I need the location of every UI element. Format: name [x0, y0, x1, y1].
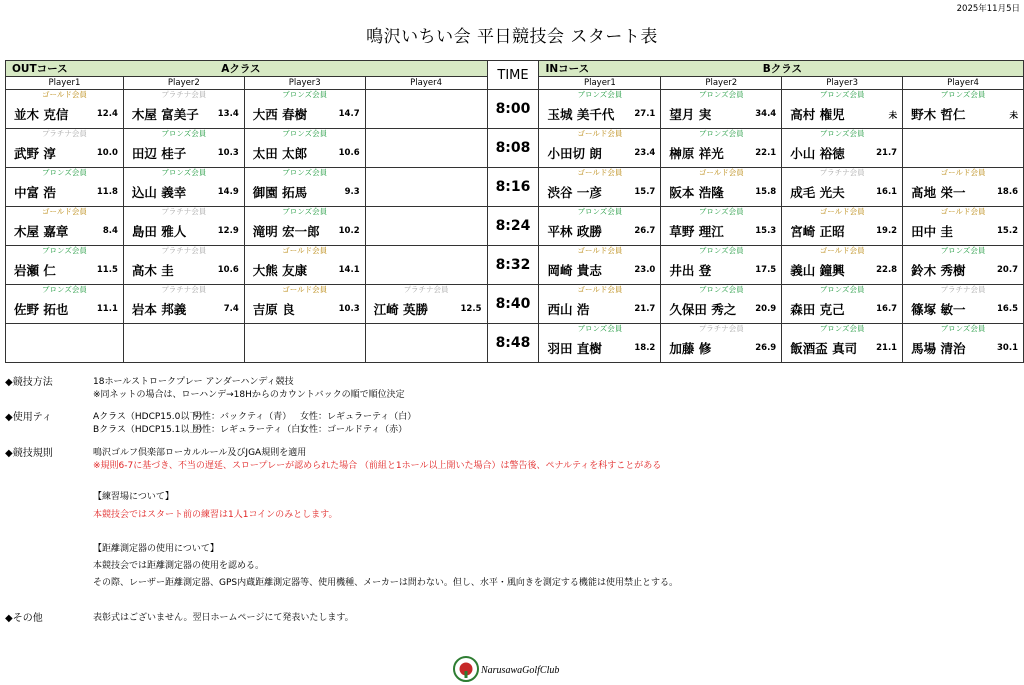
player-name: 渋谷 一彦 — [547, 185, 602, 200]
player-cell — [539, 246, 661, 285]
player-cell — [661, 207, 782, 246]
player-cell — [539, 324, 661, 363]
player-cell — [6, 90, 124, 129]
rangefinder-line2: その際、レーザー距離測定器、GPS内蔵距離測定器等、使用機種、メーカーは問わない。但し、水平・風向きを測定する機能は使用禁止とする。 — [93, 578, 678, 588]
handicap: 27.1 — [634, 109, 656, 119]
handicap: 未 — [1009, 111, 1018, 121]
player-cell — [782, 246, 903, 285]
handicap: 11.1 — [96, 304, 118, 314]
player-name: 大西 春樹 — [252, 107, 308, 122]
player-cell — [123, 324, 244, 363]
player-cell — [6, 324, 124, 363]
player-cell — [123, 168, 244, 207]
player-name: 高村 権児 — [790, 107, 845, 122]
membership-label: ブロンズ会員 — [161, 168, 207, 177]
logo-text: NarusawaGolfClub — [481, 665, 560, 676]
tee-time-row — [6, 324, 1024, 363]
membership-label: ブロンズ会員 — [282, 90, 328, 99]
membership-label — [366, 90, 487, 100]
player-name: 成毛 光夫 — [790, 185, 845, 200]
method-label: ◆競技方法 — [5, 377, 53, 388]
handicap: 11.8 — [96, 187, 118, 197]
player-cell — [782, 168, 903, 207]
handicap: 10.3 — [338, 304, 360, 314]
player-cell — [661, 324, 782, 363]
player-header: Player1 — [6, 77, 124, 90]
membership-label: ゴールド会員 — [577, 168, 623, 177]
handicap: 16.7 — [876, 304, 898, 314]
handicap: 17.5 — [755, 265, 777, 275]
player-cell — [903, 129, 1024, 168]
logo-tee-icon — [465, 671, 468, 678]
membership-label — [366, 168, 487, 178]
handicap: 11.5 — [96, 265, 118, 275]
handicap: 23.0 — [634, 265, 656, 275]
player-cell — [365, 90, 487, 129]
player-header: Player3 — [244, 77, 365, 90]
handicap: 10.6 — [338, 148, 360, 158]
membership-label: ブロンズ会員 — [819, 129, 865, 138]
handicap: 14.1 — [338, 265, 360, 275]
handicap: 16.1 — [876, 187, 898, 197]
player-header: Player2 — [661, 77, 782, 90]
membership-label: ブロンズ会員 — [940, 324, 986, 333]
player-name: 野木 哲仁 — [911, 107, 966, 122]
player-name: 馬場 清治 — [911, 341, 966, 356]
membership-label: ブロンズ会員 — [698, 207, 744, 216]
player-name: 玉城 美千代 — [547, 107, 615, 122]
player-name: 武野 淳 — [14, 146, 56, 161]
handicap: 10.2 — [338, 226, 360, 236]
membership-label: プラチナ会員 — [41, 129, 87, 138]
player-name: 中富 浩 — [14, 185, 56, 200]
membership-label: ブロンズ会員 — [282, 129, 328, 138]
player-cell — [539, 285, 661, 324]
membership-label: ブロンズ会員 — [42, 285, 87, 294]
handicap: 16.5 — [997, 304, 1018, 314]
membership-label: ブロンズ会員 — [940, 90, 986, 99]
handicap: 15.7 — [634, 187, 656, 197]
membership-label: ゴールド会員 — [42, 90, 87, 99]
membership-label: プラチナ会員 — [161, 207, 207, 216]
tee-time-row — [6, 285, 1024, 324]
handicap: 22.8 — [876, 265, 898, 275]
player-cell — [903, 207, 1024, 246]
method-line2: ※同ネットの場合は、ローハンデ→18Hからのカウントバックの順で順位決定 — [93, 390, 405, 400]
membership-label: ゴールド会員 — [42, 207, 87, 216]
handicap: 7.4 — [223, 304, 239, 314]
handicap: 20.7 — [997, 265, 1018, 275]
membership-label: ゴールド会員 — [577, 246, 623, 255]
membership-label: ブロンズ会員 — [282, 168, 328, 177]
player-name: 小田切 朗 — [547, 146, 602, 161]
rule-label: ◆競技規則 — [5, 448, 53, 459]
handicap: 10.3 — [217, 148, 239, 158]
time-header: TIME — [487, 61, 539, 90]
handicap: 未 — [888, 111, 898, 121]
handicap: 30.1 — [997, 343, 1018, 353]
player-cell — [365, 246, 487, 285]
rule-line2: ※規則6-7に基づき、不当の遅延、スロープレーが認められた場合 （前組と1ホール以上開いた場合）は警告後、ペナルティを科すことがある — [93, 461, 662, 471]
player-name: 宮崎 正昭 — [790, 224, 845, 239]
other-label: ◆その他 — [5, 613, 43, 624]
tee-time: 8:00 — [487, 90, 539, 129]
handicap: 26.7 — [634, 226, 656, 236]
player-name: 岩瀬 仁 — [14, 263, 56, 278]
in-course-label: INコース — [545, 63, 590, 75]
tee-time-row — [6, 90, 1024, 129]
membership-label: プラチナ会員 — [403, 285, 449, 294]
player-name: 岩本 邦義 — [131, 302, 187, 317]
player-name: 高木 圭 — [131, 263, 174, 278]
player-cell — [903, 246, 1024, 285]
player-cell — [782, 324, 903, 363]
membership-label: ゴールド会員 — [282, 285, 328, 294]
player-name: 島田 雅人 — [131, 224, 187, 239]
date-label: 2025年11月5日 — [956, 4, 1020, 14]
player-name: 髙地 栄一 — [911, 185, 966, 200]
membership-label: ゴールド会員 — [819, 246, 865, 255]
player-cell — [539, 90, 661, 129]
player-cell — [123, 246, 244, 285]
tee-b-female: 女性：ゴールドティ（赤） — [300, 425, 408, 435]
handicap: 14.9 — [217, 187, 239, 197]
player-cell — [661, 90, 782, 129]
player-name: 井出 登 — [669, 263, 712, 278]
player-name: 飯酒盃 真司 — [790, 341, 858, 356]
tee-time: 8:08 — [487, 129, 539, 168]
page-title: 鳴沢いちい会 平日競技会 スタート表 — [366, 27, 658, 47]
player-cell — [539, 129, 661, 168]
player-cell — [123, 285, 244, 324]
player-cell — [6, 207, 124, 246]
membership-label: プラチナ会員 — [819, 168, 865, 177]
player-cell — [903, 168, 1024, 207]
player-name: 加藤 修 — [669, 341, 712, 356]
player-cell — [365, 207, 487, 246]
player-cell — [782, 207, 903, 246]
player-cell — [244, 246, 365, 285]
tee-b-class: Bクラス（HDCP15.1以上） — [93, 425, 208, 435]
membership-label: プラチナ会員 — [161, 90, 207, 99]
player-cell — [365, 168, 487, 207]
player-cell — [661, 246, 782, 285]
player-cell — [661, 129, 782, 168]
handicap: 19.2 — [876, 226, 898, 236]
membership-label — [366, 129, 487, 139]
practice-text: 本競技会ではスタート前の練習は1人1コインのみとします。 — [93, 510, 338, 520]
player-cell — [6, 246, 124, 285]
player-header: Player3 — [782, 77, 903, 90]
player-cell — [661, 168, 782, 207]
practice-title: 【練習場について】 — [93, 492, 174, 502]
player-cell — [661, 285, 782, 324]
out-course-header — [6, 61, 488, 77]
membership-label: ブロンズ会員 — [42, 168, 87, 177]
player-header: Player1 — [539, 77, 661, 90]
handicap: 22.1 — [755, 148, 777, 158]
tee-label: ◆使用ティ — [5, 412, 52, 423]
player-name: 草野 理江 — [669, 224, 724, 239]
handicap: 10.6 — [217, 265, 239, 275]
handicap: 12.5 — [460, 304, 482, 314]
membership-label — [245, 324, 365, 334]
membership-label: ブロンズ会員 — [698, 246, 744, 255]
tee-time: 8:48 — [487, 324, 539, 363]
player-name: 平林 政勝 — [547, 224, 602, 239]
handicap: 15.2 — [997, 226, 1018, 236]
tee-a-class: Aクラス（HDCP15.0以下） — [93, 412, 208, 422]
handicap: 14.7 — [338, 109, 360, 119]
handicap: 18.6 — [997, 187, 1018, 197]
player-cell — [244, 207, 365, 246]
tee-time-row — [6, 207, 1024, 246]
membership-label: プラチナ会員 — [698, 324, 744, 333]
membership-label: ブロンズ会員 — [940, 246, 986, 255]
membership-label: ブロンズ会員 — [819, 90, 865, 99]
tee-time-row — [6, 129, 1024, 168]
player-name: 久保田 秀之 — [669, 302, 737, 317]
player-cell — [244, 90, 365, 129]
membership-label: ブロンズ会員 — [282, 207, 328, 216]
rangefinder-line1: 本競技会では距離測定器の使用を認める。 — [93, 561, 265, 571]
membership-label: ブロンズ会員 — [698, 129, 744, 138]
player-name: 望月 実 — [669, 107, 712, 122]
membership-label: ブロンズ会員 — [819, 285, 865, 294]
player-cell — [123, 129, 244, 168]
handicap: 13.4 — [217, 109, 239, 119]
player-cell — [903, 285, 1024, 324]
tee-a-male: 男性：バックティ（青） — [193, 412, 292, 422]
handicap: 26.9 — [755, 343, 777, 353]
player-cell — [244, 285, 365, 324]
membership-label: ゴールド会員 — [940, 207, 986, 216]
membership-label: ゴールド会員 — [698, 168, 744, 177]
club-logo — [452, 655, 592, 683]
player-name: 小山 裕徳 — [790, 146, 845, 161]
player-cell — [539, 207, 661, 246]
tee-time: 8:24 — [487, 207, 539, 246]
tee-b-male: 男性：レギュラーティ（白） — [193, 425, 310, 435]
player-cell — [6, 168, 124, 207]
player-cell — [6, 129, 124, 168]
handicap: 12.9 — [217, 226, 239, 236]
player-cell — [123, 207, 244, 246]
rule-line1: 鳴沢ゴルフ倶楽部ローカルルール及びJGA規則を適用 — [93, 448, 307, 458]
player-name: 森田 克己 — [790, 302, 845, 317]
player-cell — [782, 129, 903, 168]
player-name: 滝明 宏一郎 — [252, 224, 320, 239]
membership-label: ゴールド会員 — [577, 129, 623, 138]
player-cell — [6, 285, 124, 324]
membership-label — [903, 129, 1023, 139]
handicap: 15.3 — [755, 226, 777, 236]
handicap: 34.4 — [755, 109, 777, 119]
player-header: Player2 — [123, 77, 244, 90]
membership-label: ゴールド会員 — [819, 207, 865, 216]
player-name: 義山 鐘興 — [790, 263, 845, 278]
player-cell — [782, 90, 903, 129]
handicap: 8.4 — [102, 226, 118, 236]
out-course-label: OUTコース — [12, 63, 68, 75]
player-name: 阪本 浩隆 — [669, 185, 724, 200]
player-name: 西山 浩 — [547, 302, 590, 317]
handicap: 18.2 — [634, 343, 656, 353]
handicap: 15.8 — [755, 187, 777, 197]
player-name: 御園 拓馬 — [252, 185, 308, 200]
membership-label: ブロンズ会員 — [161, 129, 207, 138]
membership-label: プラチナ会員 — [161, 285, 207, 294]
player-cell — [123, 90, 244, 129]
method-line1: 18ホールストロークプレー アンダーハンディ競技 — [93, 377, 294, 387]
player-name: 鈴木 秀樹 — [911, 263, 966, 278]
tee-a-female: 女性：レギュラーティ（白） — [300, 412, 417, 422]
player-cell — [365, 129, 487, 168]
handicap: 12.4 — [96, 109, 118, 119]
player-name: 田辺 桂子 — [131, 146, 187, 161]
membership-label: プラチナ会員 — [161, 246, 207, 255]
tee-time: 8:32 — [487, 246, 539, 285]
membership-label — [6, 324, 123, 334]
handicap: 23.4 — [634, 148, 656, 158]
in-class-label: Bクラス — [762, 63, 802, 75]
player-cell — [365, 324, 487, 363]
player-name: 並木 克信 — [14, 107, 69, 122]
membership-label: プラチナ会員 — [940, 285, 986, 294]
handicap: 21.1 — [876, 343, 898, 353]
tee-time-row — [6, 168, 1024, 207]
tee-time-row — [6, 246, 1024, 285]
membership-label: ブロンズ会員 — [698, 90, 744, 99]
player-cell — [539, 168, 661, 207]
player-cell — [244, 324, 365, 363]
membership-label — [366, 324, 487, 334]
membership-label: ブロンズ会員 — [577, 207, 623, 216]
player-cell — [244, 168, 365, 207]
membership-label — [366, 207, 487, 217]
membership-label: ブロンズ会員 — [819, 324, 865, 333]
player-name: 篠塚 敏一 — [911, 302, 966, 317]
out-class-label: Aクラス — [221, 63, 261, 75]
player-name: 佐野 拓也 — [14, 302, 69, 317]
handicap: 21.7 — [634, 304, 656, 314]
player-cell — [782, 285, 903, 324]
player-cell — [903, 324, 1024, 363]
player-name: 木屋 富美子 — [131, 107, 199, 122]
player-name: 込山 義幸 — [131, 185, 187, 200]
membership-label: ブロンズ会員 — [577, 90, 623, 99]
player-name: 太田 太郎 — [252, 146, 308, 161]
player-name: 岡崎 貴志 — [547, 263, 602, 278]
membership-label: ブロンズ会員 — [42, 246, 87, 255]
player-cell — [244, 129, 365, 168]
player-name: 田中 圭 — [911, 224, 953, 239]
handicap: 20.9 — [755, 304, 777, 314]
player-name: 羽田 直樹 — [547, 341, 602, 356]
tee-time: 8:40 — [487, 285, 539, 324]
player-header: Player4 — [903, 77, 1024, 90]
player-name: 木屋 嘉章 — [14, 224, 69, 239]
handicap: 21.7 — [876, 148, 898, 158]
other-text: 表彰式はございません。翌日ホームページにて発表いたします。 — [93, 613, 354, 623]
player-name: 吉原 良 — [252, 302, 295, 317]
start-table — [5, 60, 1024, 363]
membership-label: ゴールド会員 — [940, 168, 986, 177]
player-header: Player4 — [365, 77, 487, 90]
membership-label — [366, 246, 487, 256]
membership-label: ブロンズ会員 — [698, 285, 744, 294]
player-name: 大熊 友康 — [252, 263, 308, 278]
rangefinder-title: 【距離測定器の使用について】 — [93, 544, 219, 554]
membership-label: ゴールド会員 — [577, 285, 623, 294]
in-course-header — [539, 61, 1024, 77]
membership-label — [124, 324, 244, 334]
membership-label: ブロンズ会員 — [577, 324, 623, 333]
player-name: 榊原 祥光 — [669, 146, 724, 161]
handicap: 9.3 — [344, 187, 360, 197]
player-cell — [365, 285, 487, 324]
handicap: 10.0 — [96, 148, 118, 158]
tee-time: 8:16 — [487, 168, 539, 207]
player-name: 江崎 英勝 — [373, 302, 428, 317]
player-cell — [903, 90, 1024, 129]
membership-label: ゴールド会員 — [282, 246, 328, 255]
